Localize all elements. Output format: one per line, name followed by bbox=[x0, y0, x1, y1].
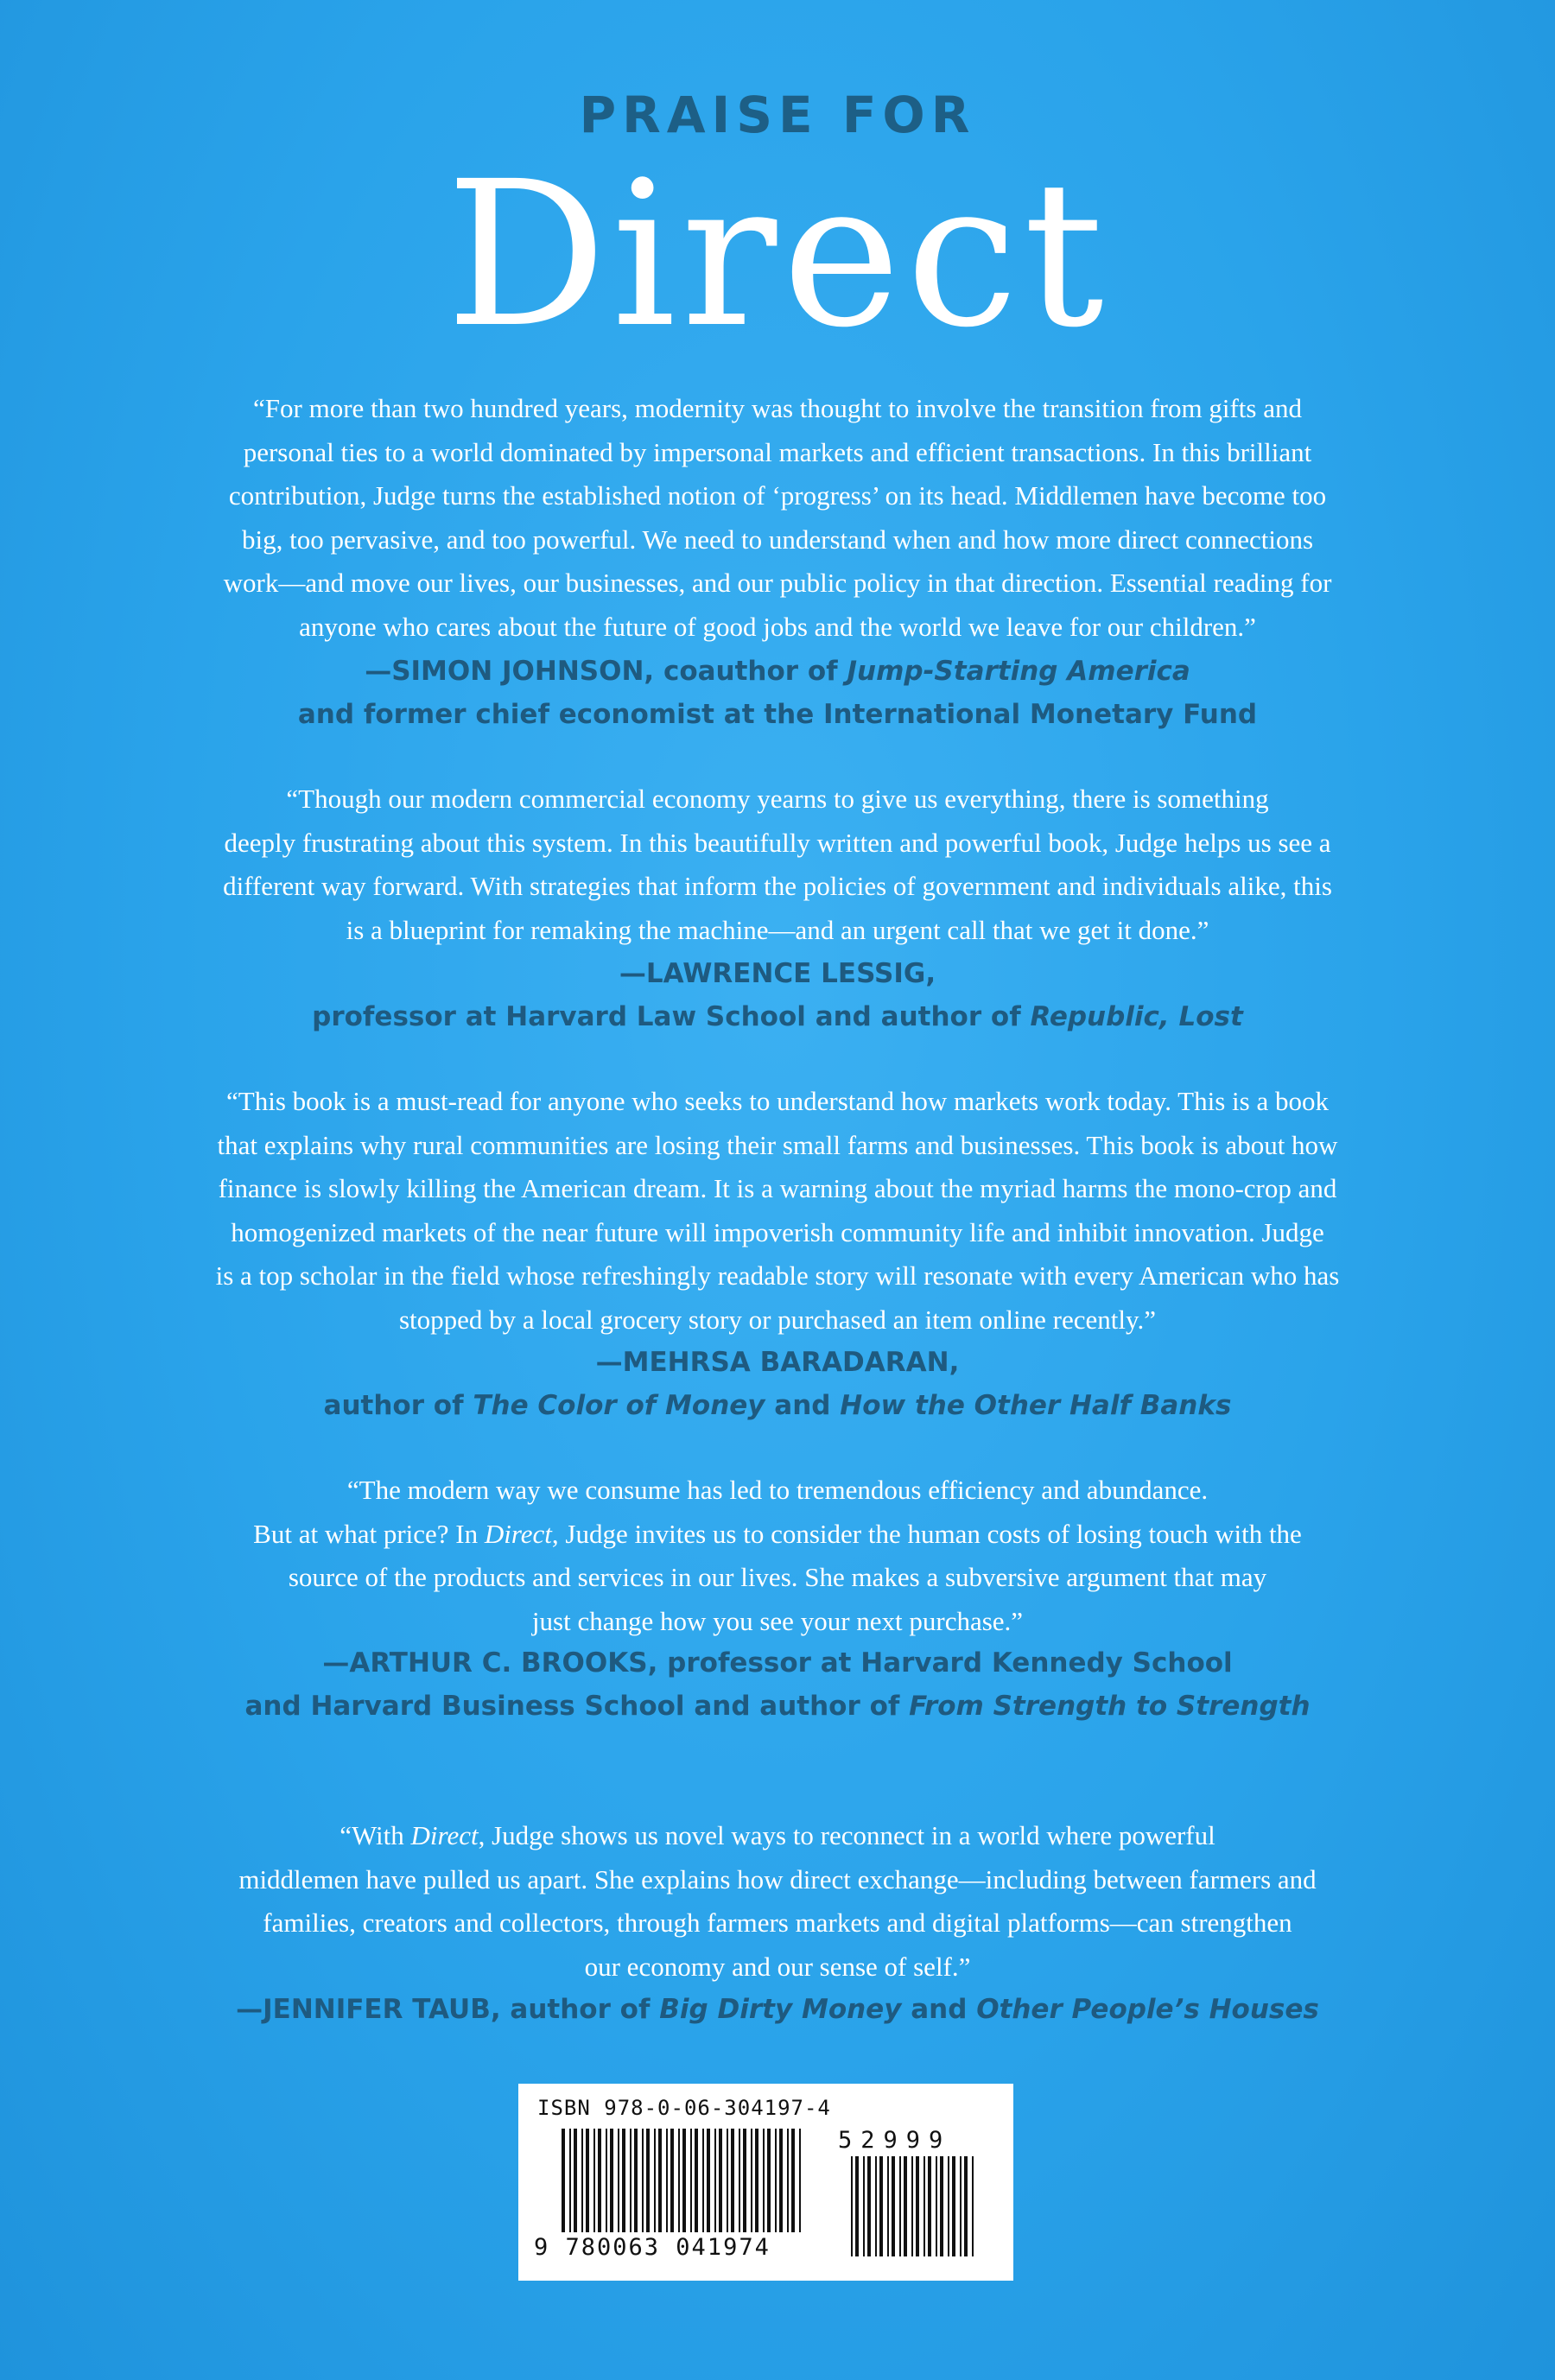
barcode-bar bbox=[851, 2156, 853, 2256]
quote-line: different way forward. With strategies that inform the policies of government and individuals alike, this bbox=[223, 871, 1332, 901]
barcode-bar bbox=[751, 2129, 752, 2232]
quote-line: families, creators and collectors, through farmers markets and digital platforms—can strengthen bbox=[263, 1907, 1292, 1938]
quote-line: work—and move our lives, our businesses, and our public policy in that direction. Essential reading for bbox=[223, 568, 1332, 598]
barcode-bar bbox=[642, 2129, 644, 2232]
barcode-bar bbox=[948, 2156, 949, 2256]
quote-line: “The modern way we consume has led to tremendous efficiency and abundance. bbox=[346, 1475, 1209, 1505]
isbn-label: ISBN 978-0-06-304197-4 bbox=[537, 2096, 831, 2120]
barcode-main-digits: 9 780063 041974 bbox=[534, 2234, 771, 2261]
barcode-bar bbox=[867, 2156, 871, 2256]
barcode-bar bbox=[634, 2129, 638, 2232]
quote-4-attribution bbox=[0, 1641, 1555, 1728]
quote-4 bbox=[52, 1469, 1503, 1643]
barcode-bar bbox=[702, 2129, 704, 2232]
barcode-bar bbox=[911, 2156, 913, 2256]
isbn-barcode bbox=[518, 2084, 1013, 2281]
attribution-line: and Harvard Business School and author of From Strength to Strength bbox=[244, 1691, 1311, 1722]
barcode-addon-digits: 52999 bbox=[838, 2127, 952, 2154]
barcode-bar bbox=[964, 2156, 968, 2256]
quote-5 bbox=[52, 1814, 1503, 1989]
barcode-bar bbox=[899, 2156, 901, 2256]
quote-line: just change how you see your next purchase.” bbox=[531, 1605, 1024, 1636]
barcode-bar bbox=[714, 2129, 716, 2232]
barcode-bar bbox=[658, 2129, 662, 2232]
quote-line: is a blueprint for remaking the machine—and an urgent call that we get it done.” bbox=[346, 914, 1209, 945]
barcode-bar bbox=[678, 2129, 680, 2232]
barcode-bar bbox=[690, 2129, 692, 2232]
barcode-bar bbox=[630, 2129, 632, 2232]
barcode-bar bbox=[916, 2156, 919, 2256]
barcode-bar bbox=[598, 2129, 601, 2232]
quote-1 bbox=[52, 387, 1503, 649]
quote-line: “For more than two hundred years, modernity was thought to involve the transition from gifts and bbox=[253, 393, 1302, 423]
attribution-line: —MEHRSA BARADARAN, bbox=[595, 1347, 960, 1378]
barcode-bar bbox=[940, 2156, 943, 2256]
quote-line: “Though our modern commercial economy yearns to give us everything, there is something bbox=[286, 784, 1269, 814]
barcode-bar bbox=[936, 2156, 937, 2256]
barcode-bar bbox=[960, 2156, 962, 2256]
quote-line: contribution, Judge turns the established notion of ‘progress’ on its head. Middlemen have become too bbox=[228, 480, 1327, 511]
attribution-line: —LAWRENCE LESSIG, bbox=[619, 958, 936, 989]
attribution-line: author of The Color of Money and How the Other Half Banks bbox=[323, 1390, 1232, 1421]
barcode-bar bbox=[743, 2129, 746, 2232]
barcode-bar bbox=[887, 2156, 889, 2256]
attribution-line: professor at Harvard Law School and author of Republic, Lost bbox=[312, 1001, 1243, 1032]
book-title: Direct bbox=[446, 138, 1109, 371]
barcode-bar bbox=[731, 2129, 734, 2232]
barcode-bar bbox=[799, 2129, 801, 2232]
barcode-bar bbox=[593, 2129, 595, 2232]
barcode-bar bbox=[618, 2129, 619, 2232]
barcode-bar bbox=[646, 2129, 650, 2232]
barcode-bar bbox=[952, 2156, 955, 2256]
quote-line: But at what price? In Direct, Judge invites us to consider the human costs of losing touch with the bbox=[253, 1518, 1302, 1549]
quote-line: “With Direct, Judge shows us novel ways to reconnect in a world where powerful bbox=[340, 1820, 1215, 1850]
barcode-bar bbox=[863, 2156, 865, 2256]
barcode-bar bbox=[779, 2129, 783, 2232]
barcode-bar bbox=[719, 2129, 722, 2232]
quote-1-attribution bbox=[0, 650, 1555, 736]
barcode-bar bbox=[727, 2129, 728, 2232]
barcode-bar bbox=[855, 2156, 859, 2256]
barcode-bar bbox=[569, 2129, 571, 2232]
barcode-bar bbox=[574, 2129, 577, 2232]
barcode-bar bbox=[606, 2129, 607, 2232]
quote-2 bbox=[52, 777, 1503, 952]
barcode-bar bbox=[581, 2129, 583, 2232]
quote-line: big, too pervasive, and too powerful. We need to understand when and how more direct connections bbox=[241, 524, 1314, 555]
barcode-bar bbox=[892, 2156, 895, 2256]
barcode-bar bbox=[562, 2129, 565, 2232]
barcode-bar bbox=[695, 2129, 698, 2232]
barcode-bar bbox=[879, 2156, 883, 2256]
barcode-bar bbox=[904, 2156, 907, 2256]
quote-line: homogenized markets of the near future will impoverish community life and inhibit innovation. Judge bbox=[231, 1216, 1324, 1247]
barcode-bar bbox=[791, 2129, 795, 2232]
barcode-bar bbox=[739, 2129, 740, 2232]
barcode-bar bbox=[707, 2129, 710, 2232]
quote-3 bbox=[52, 1080, 1503, 1342]
barcode-bar bbox=[923, 2156, 925, 2256]
barcode-bar bbox=[682, 2129, 686, 2232]
barcode-bar bbox=[666, 2129, 668, 2232]
barcode-bar bbox=[654, 2129, 656, 2232]
barcode-bar bbox=[775, 2129, 777, 2232]
quote-line: source of the products and services in our lives. She makes a subversive argument that may bbox=[288, 1562, 1267, 1592]
barcode-bar bbox=[755, 2129, 758, 2232]
barcode-bar bbox=[928, 2156, 931, 2256]
barcode-bar bbox=[670, 2129, 674, 2232]
barcode-bar bbox=[972, 2156, 974, 2256]
quote-5-attribution bbox=[0, 1988, 1555, 2031]
barcode-bar bbox=[622, 2129, 625, 2232]
attribution-line: —SIMON JOHNSON, coauthor of Jump-Starting America bbox=[365, 656, 1190, 687]
barcode-bar bbox=[763, 2129, 765, 2232]
quote-line: our economy and our sense of self.” bbox=[584, 1951, 971, 1982]
quote-line: that explains why rural communities are losing their small farms and businesses. This book is about how bbox=[217, 1129, 1338, 1160]
attribution-line: —ARTHUR C. BROOKS, professor at Harvard Kennedy School bbox=[322, 1647, 1233, 1679]
barcode-bar bbox=[586, 2129, 589, 2232]
quote-line: middlemen have pulled us apart. She explains how direct exchange—including between farmers and bbox=[238, 1863, 1317, 1894]
quote-line: personal ties to a world dominated by impersonal markets and efficient transactions. In this brilliant bbox=[243, 436, 1312, 467]
quote-3-attribution bbox=[0, 1341, 1555, 1427]
quote-line: “This book is a must-read for anyone who seeks to understand how markets work today. This is a book bbox=[226, 1086, 1329, 1116]
quote-line: anyone who cares about the future of good jobs and the world we leave for our children.” bbox=[299, 611, 1256, 642]
barcode-bar bbox=[767, 2129, 771, 2232]
barcode-bar bbox=[610, 2129, 613, 2232]
quote-line: finance is slowly killing the American dream. It is a warning about the myriad harms the mono-crop and bbox=[218, 1173, 1337, 1203]
quote-line: is a top scholar in the field whose refreshingly readable story will resonate with every American who has bbox=[215, 1260, 1340, 1291]
quote-2-attribution bbox=[0, 952, 1555, 1038]
attribution-line: —JENNIFER TAUB, author of Big Dirty Money and Other People’s Houses bbox=[236, 1994, 1319, 2025]
barcode-bar bbox=[875, 2156, 877, 2256]
barcode-bar bbox=[787, 2129, 789, 2232]
praise-eyebrow: PRAISE FOR bbox=[579, 86, 976, 144]
quote-line: stopped by a local grocery story or purchased an item online recently.” bbox=[398, 1304, 1156, 1335]
quote-line: deeply frustrating about this system. In this beautifully written and powerful book, Judge helps us see a bbox=[224, 827, 1331, 858]
attribution-line: and former chief economist at the International Monetary Fund bbox=[297, 699, 1258, 730]
